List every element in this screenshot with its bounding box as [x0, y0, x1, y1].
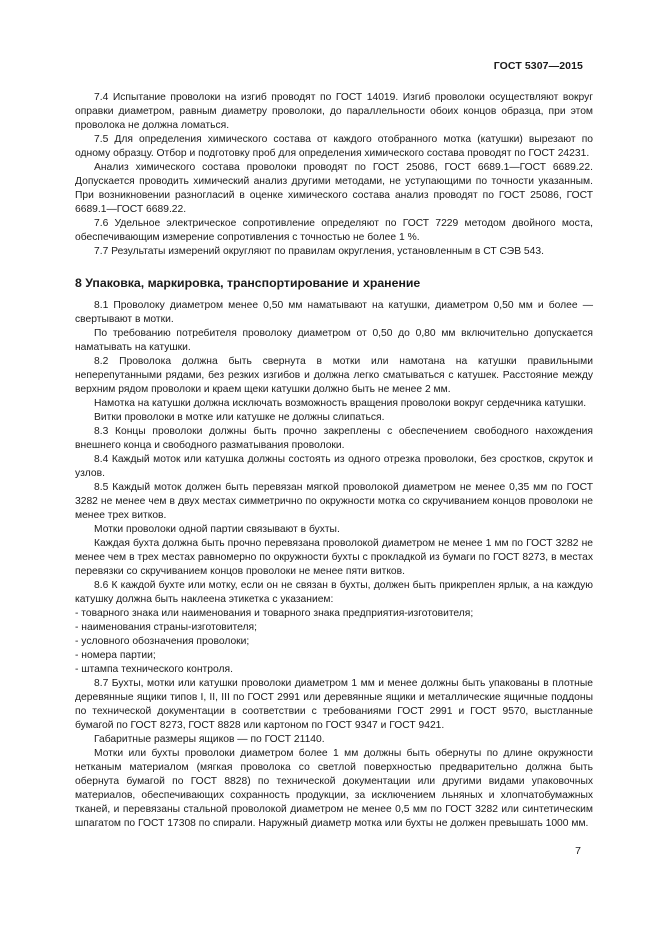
paragraph: Анализ химического состава проволоки проводят по ГОСТ 25086, ГОСТ 6689.1—ГОСТ 6689.22. Допускается проводить химический анализ другими методами, не уступающими по точности указанным. При возникновении разногласий в оценке химического состава анализ проводят по ГОСТ 25086, ГОСТ 6689.1—ГОСТ 6689.22. [75, 162, 593, 215]
list-item: - номера партии; [75, 650, 156, 661]
paragraph: 8.1 Проволоку диаметром менее 0,50 мм наматывают на катушки, диаметром 0,50 мм и более — свертывают в мотки. [75, 300, 593, 325]
paragraph: По требованию потребителя проволоку диаметром от 0,50 до 0,80 мм включительно допускается наматывать на катушки. [75, 328, 593, 353]
document-id-header: ГОСТ 5307—2015 [493, 60, 583, 72]
paragraph: 7.4 Испытание проволоки на изгиб проводят по ГОСТ 14019. Изгиб проволоки осуществляют вокруг оправки диаметром, равным диаметру проволоки, до параллельности обоих концов образца, при этом проволока не должна ломаться. [75, 92, 593, 131]
paragraph: Габаритные размеры ящиков — по ГОСТ 21140. [94, 734, 325, 745]
document-body [75, 91, 593, 831]
paragraph: Мотки или бухты проволоки диаметром более 1 мм должны быть обернуты по длине окружности нетканым материалом (мягкая проволока со светлой поверхностью предварительно должна быть обернута бумагой по ГОСТ 8828) по технической документации или другими видами упаковочных материалов, обеспечивающих сохранность продукции, за исключением льняных и хлопчатобумажных тканей, и перевязаны стальной проволокой диаметром не менее 0,5 мм по ГОСТ 3282 или синтетическим шпагатом по ГОСТ 17308 по спирали. Наружный диаметр мотка или бухты не должен превышать 1000 мм. [75, 748, 593, 829]
paragraph: Намотка на катушки должна исключать возможность вращения проволоки вокруг сердечника катушки. [94, 398, 587, 409]
paragraph: 8.7 Бухты, мотки или катушки проволоки диаметром 1 мм и менее должны быть упакованы в плотные деревянные ящики типов I, II, III по ГОСТ 2991 или деревянные ящики и металлические ящичные поддоны по технической документации в соответствии с требованиями ГОСТ 2991 и ГОСТ 9570, выстланные бумагой по ГОСТ 8273, ГОСТ 8828 или картоном по ГОСТ 9347 и ГОСТ 9421. [75, 678, 593, 731]
page-number: 7 [575, 845, 581, 857]
paragraph: Каждая бухта должна быть прочно перевязана проволокой диаметром не менее 1 мм по ГОСТ 3282 не менее чем в трех местах равномерно по окружности бухты с прокладкой из бумаги по ГОСТ 8273, в местах перевязки со скручиванием концов проволоки не менее пяти витков. [75, 538, 593, 577]
paragraph: 7.5 Для определения химического состава от каждого отобранного мотка (катушки) вырезают по одному образцу. Отбор и подготовку проб для определения химического состава проводят по ГОСТ 24231. [75, 134, 593, 159]
paragraph: 8.5 Каждый моток должен быть перевязан мягкой проволокой диаметром не менее 0,35 мм по ГОСТ 3282 не менее чем в двух местах симметрично по окружности мотка со скручиванием концов проволоки не менее трех витков. [75, 482, 593, 521]
paragraph: 7.7 Результаты измерений округляют по правилам округления, установленным в СТ СЭВ 543. [94, 246, 544, 257]
paragraph: 8.3 Концы проволоки должны быть прочно закреплены с обеспечением свободного нахождения внешнего конца и свободного разматывания проволоки. [75, 426, 593, 451]
paragraph: 8.2 Проволока должна быть свернута в мотки или намотана на катушки правильными неперепутанными рядами, без резких изгибов и должна легко сматываться с катушек. Расстояние между верхним рядом проволоки и краем щеки катушки должно быть не менее 2 мм. [75, 356, 593, 395]
list-item: - наименования страны-изготовителя; [75, 622, 257, 633]
list-item: - штампа технического контроля. [75, 664, 233, 675]
paragraph: Витки проволоки в мотке или катушке не должны слипаться. [94, 412, 385, 423]
list-item: - условного обозначения проволоки; [75, 636, 250, 647]
paragraph: 7.6 Удельное электрическое сопротивление определяют по ГОСТ 7229 методом двойного моста, обеспечивающим измерение сопротивления с точностью не более 1 %. [75, 218, 593, 243]
paragraph: 8.6 К каждой бухте или мотку, если он не связан в бухты, должен быть прикреплен ярлык, а на каждую катушку должна быть наклеена этикетка с указанием: [75, 580, 593, 605]
list-item: - товарного знака или наименования и товарного знака предприятия-изготовителя; [75, 608, 474, 619]
section-heading: 8 Упаковка, маркировка, транспортирование и хранение [75, 276, 421, 290]
paragraph: Мотки проволоки одной партии связывают в бухты. [94, 524, 340, 535]
paragraph: 8.4 Каждый моток или катушка должны состоять из одного отрезка проволоки, без сростков, скруток и узлов. [75, 454, 593, 479]
